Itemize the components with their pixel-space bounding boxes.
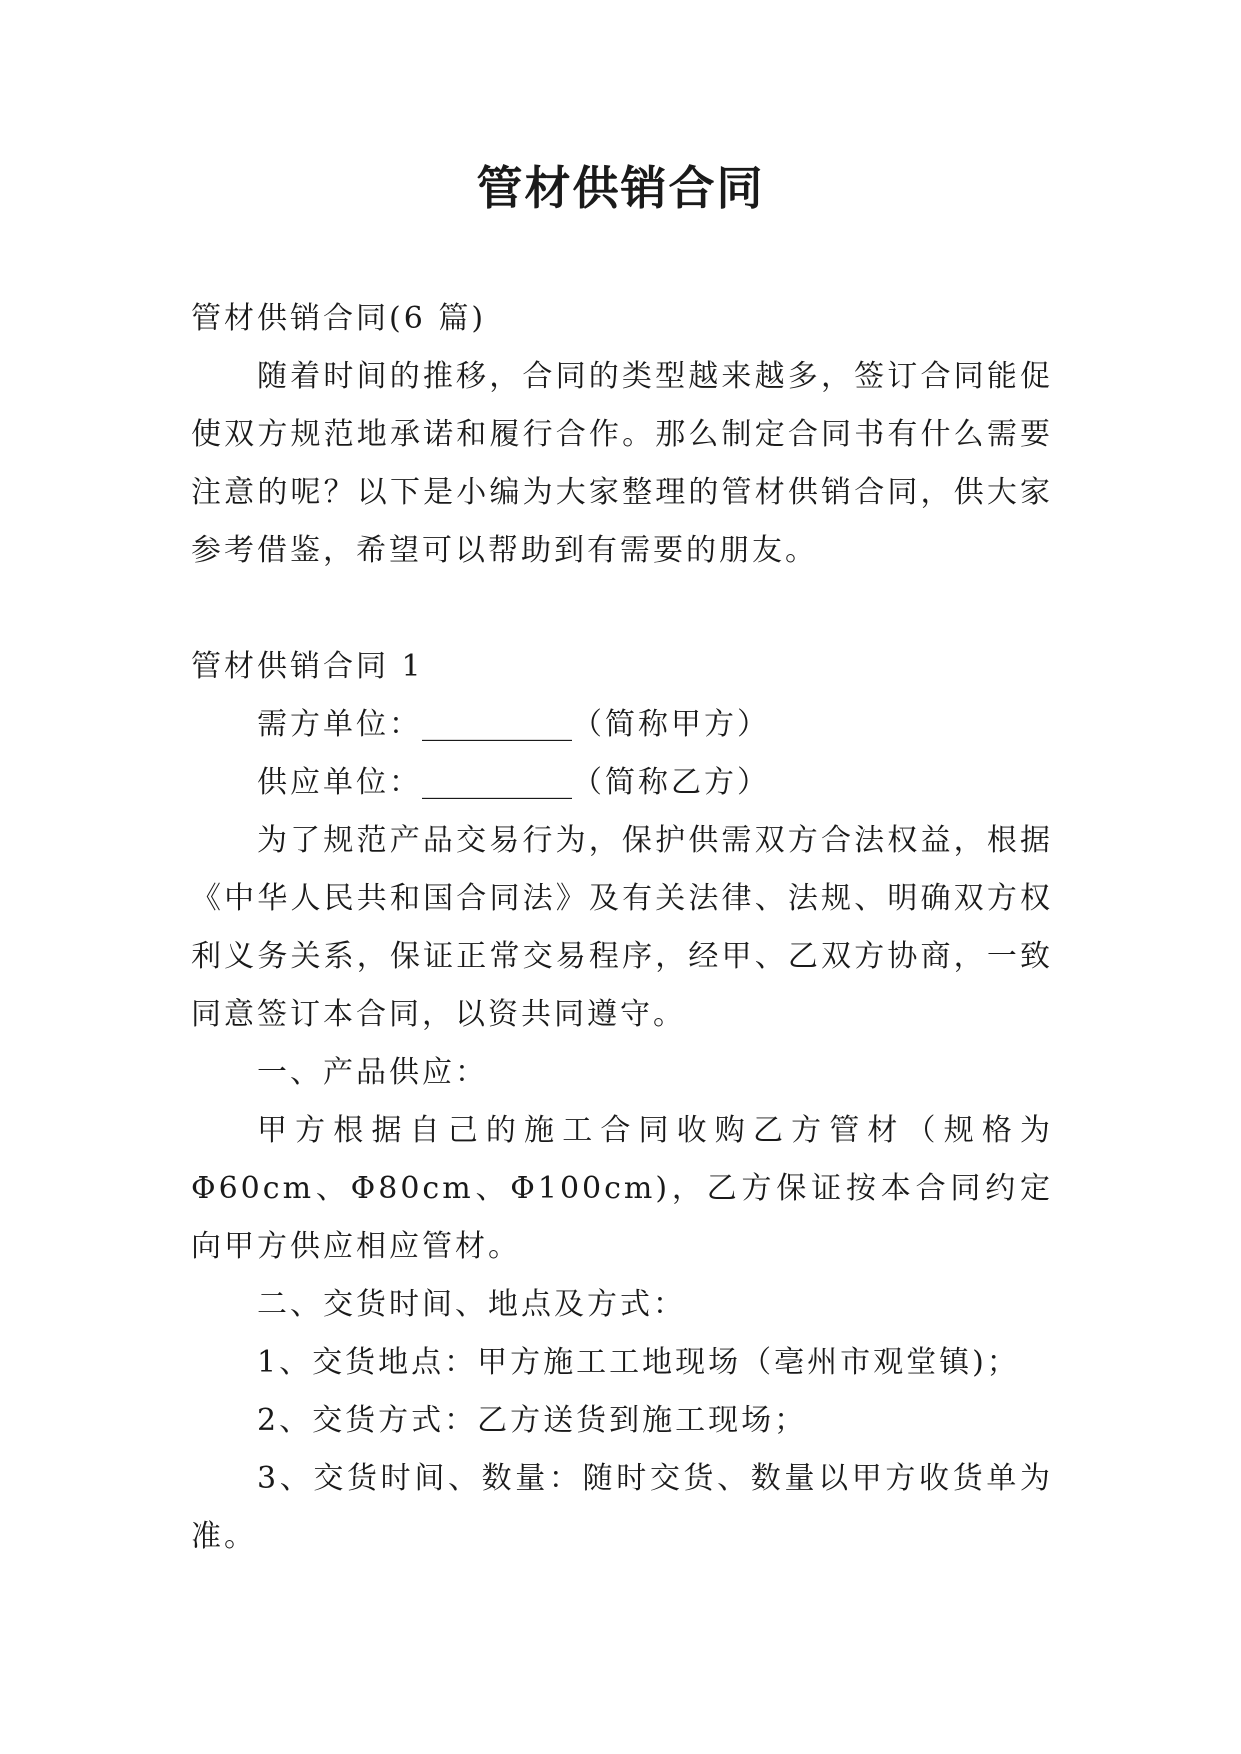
document-title: 管材供销合同 [476, 161, 765, 215]
seller-note: （简称乙方） [572, 765, 770, 800]
clause2-item-3: 3、交货时间、数量：随时交货、数量以甲方收货单为准。 [191, 1461, 1053, 1554]
seller-blank: __________ [422, 765, 572, 800]
paragraph-spacer [191, 580, 1053, 638]
clause2-item-2: 2、交货方式：乙方送货到施工现场； [257, 1403, 808, 1438]
intro-paragraph: 随着时间的推移，合同的类型越来越多，签订合同能促使双方规范地承诺和履行合作。那么制定合同书有什么需要注意的呢？以下是小编为大家整理的管材供销合同，供大家参考借鉴，希望可以帮助到有需要的朋友。 [191, 359, 1053, 568]
seller-label: 供应单位： [257, 765, 422, 800]
buyer-line [191, 696, 1053, 754]
buyer-label: 需方单位： [257, 707, 422, 742]
preamble-paragraph: 为了规范产品交易行为，保护供需双方合法权益，根据《中华人民共和国合同法》及有关法律、法规、明确双方权利义务关系，保证正常交易程序，经甲、乙双方协商，一致同意签订本合同，以资共同遵守。 [191, 823, 1053, 1032]
clause2-item-1: 1、交货地点：甲方施工工地现场（亳州市观堂镇)； [257, 1345, 1020, 1380]
clause1-heading: 一、产品供应： [257, 1055, 488, 1090]
buyer-blank: __________ [422, 707, 572, 742]
document-subtitle: 管材供销合同(6 篇) [191, 301, 487, 336]
buyer-note: （简称甲方） [572, 707, 770, 742]
clause1-text: 甲方根据自己的施工合同收购乙方管材（规格为Φ60cm、Φ80cm、Φ100cm)，乙方保证按本合同约定向甲方供应相应管材。 [191, 1113, 1053, 1264]
document-body [191, 290, 1053, 1566]
clause2-heading: 二、交货时间、地点及方式： [257, 1287, 686, 1322]
section-title: 管材供销合同 1 [191, 649, 424, 684]
seller-line [191, 754, 1053, 812]
